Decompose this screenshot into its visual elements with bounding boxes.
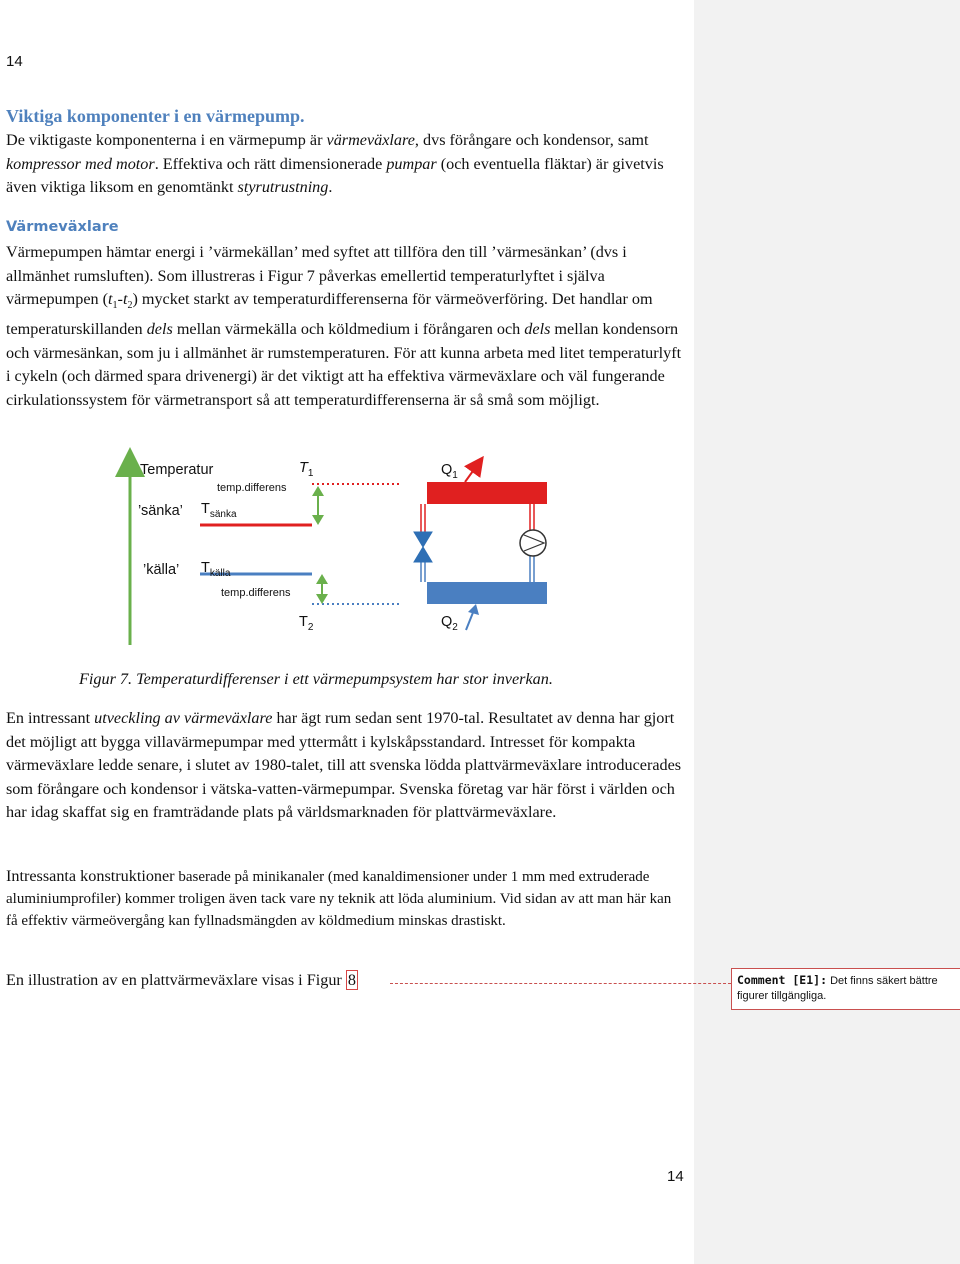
heat-pump-diagram	[0, 440, 694, 670]
comment-tag: Comment [E1]:	[737, 973, 828, 987]
evaporator-box	[427, 582, 547, 604]
intro-paragraph: De viktigaste komponenterna i en värmepump är värmeväxlare, dvs förångare och kondensor, samt kompressor med motor. Effektiva och rätt dimensionerade pumpar (och eventuella fläktar) är givetvis även viktiga liksom en genomtänkt styrutrustning.	[6, 131, 664, 197]
comment-connector	[390, 983, 731, 984]
comment-pane	[694, 0, 960, 1264]
subsection-heading: Värmeväxlare	[6, 219, 119, 235]
q1-label: $Q_1$	[441, 462, 458, 481]
body-paragraph-3: Intressanta konstruktioner baserade på minikanaler (med kanaldimensioner under 1 mm med extruderade aluminiumprofiler) kommer troligen även tack vare ny teknik att löda aluminium. Vid sidan av att man här kan få effektiv värmeövergång kan fyllnadsmängden av köldmedium minskas drastiskt.	[6, 867, 672, 929]
condenser-box	[427, 482, 547, 504]
t-sink-label: $T_{sänka}$	[201, 501, 237, 520]
compressor	[520, 530, 546, 556]
source-label: ’källa’	[143, 562, 180, 578]
page-number-top: 14	[6, 53, 23, 70]
sink-label: ’sänka’	[138, 503, 183, 519]
t-source-label: $T_{källa}$	[201, 560, 231, 579]
figure-reference[interactable]: 8	[347, 971, 356, 989]
axis-label: Temperatur	[140, 462, 214, 478]
comment-text: Det finns säkert bättre figurer tillgängliga.	[737, 975, 938, 1002]
section-heading: Viktiga komponenter i en värmepump.	[6, 106, 305, 126]
figure-7	[0, 440, 694, 670]
comment-balloon[interactable]	[731, 968, 960, 1010]
page-number-bottom: 14	[667, 1168, 684, 1185]
q1-arrow	[465, 464, 478, 482]
body-paragraph-4: En illustration av en plattvärmeväxlare visas i Figur 8	[6, 971, 356, 989]
figure-caption: Figur 7. Temperaturdifferenser i ett värmepumpsystem har stor inverkan.	[79, 670, 553, 688]
t1-label: $T_1$	[299, 460, 314, 479]
q2-label: $Q_2$	[441, 614, 458, 633]
body-paragraph-1: Värmepumpen hämtar energi i ’värmekällan’ med syftet att tillföra den till ’värmesänkan’ (dvs i allmänhet rumsluften). Som illustreras i Figur 7 påverkas emellertid temperaturlyftet i själva värmepumpen $(t_1-t_2)$ mycket starkt av temperaturdifferenserna för värmeöverföring. Det handlar om temperaturskillanden dels mellan värmekälla och köldmedium i förångaren och dels mellan kondensorn och värmesänkan, som ju i allmänhet är rumstemperaturen. För att kunna arbeta med litet temperaturlyft i cykeln (och därmed spara drivenergi) är det viktigt att ha effektiva värmeväxlare och väl fungerande cirkulationssystem för värmetransport så att temperaturdifferenserna är så små som möjligt.	[6, 243, 682, 409]
body-paragraph-2: En intressant utveckling av värmeväxlare har ägt rum sedan sent 1970-tal. Resultatet av denna har gjort det möjligt att bygga villavärmepumpar med yttermått i kylskåpsstandard. Intresset för kompakta värmeväxlare ledde senare, i slutet av 1980-talet, till att svenska lödda plattvärmeväxlare introducerades som förångare och kondensor i vätska-vatten-värmepumpar. Svenska företag var här först i världen och har idag skaffat sig en framträdande plats på världsmarknaden för plattvärmeväxlare.	[6, 709, 682, 822]
temp-diff-label-bottom: temp.differens	[221, 587, 291, 599]
expansion-valve	[414, 532, 432, 562]
temp-diff-label-top: temp.differens	[217, 482, 287, 494]
t2-label: $T_2$	[299, 614, 314, 633]
